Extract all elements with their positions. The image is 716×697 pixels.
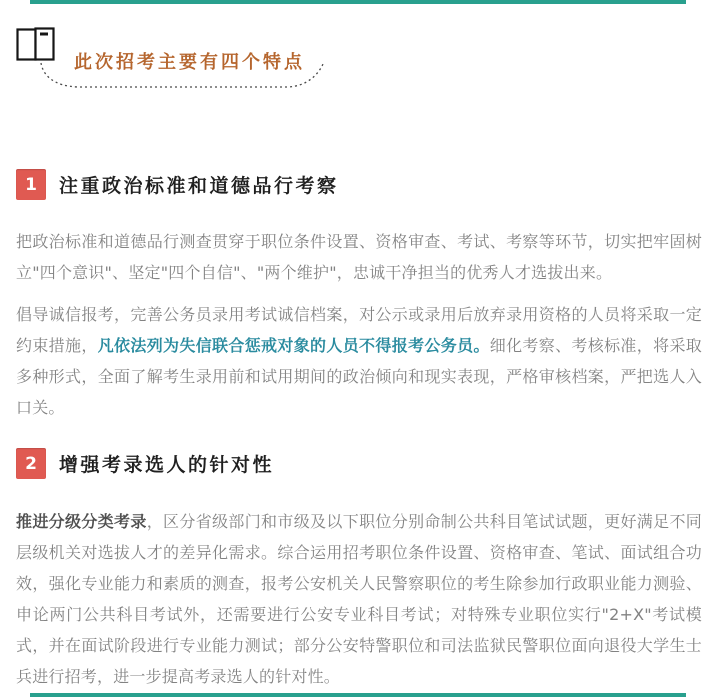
text-run: 把政治标准和道德品行测查贯穿于职位条件设置、资格审查、考试、考察等环节，切实把牢固树立"四个意识"、坚定"四个自信"、"两个维护"，忠诚干净担当的优秀人才选拔出来。 [16, 232, 702, 282]
section-2-paragraph-1 [16, 506, 702, 692]
top-border-line [30, 0, 686, 4]
section-2-heading: 增强考录选人的针对性 [59, 454, 275, 476]
highlighted-text-run: 凡依法列为失信联合惩戒对象的人员不得报考公务员。 [97, 336, 490, 355]
section-1-heading: 注重政治标准和道德品行考察 [59, 175, 339, 197]
section-1-paragraph-2 [16, 299, 702, 423]
title-underline-curve [36, 60, 336, 98]
section-1-number-badge: 1 [16, 169, 46, 200]
section-1-header [16, 169, 339, 200]
section-2-header [16, 448, 274, 479]
text-run: 倡导诚信报考，完善公务员录用考试诚信档案，对公示或录用后放弃录用资格的人员将采取一定约束措施， [16, 305, 702, 355]
text-run: ，区分省级部门和市级及以下职位分别命制公共科目笔试试题，更好满足不同层级机关对选拔人才的差异化需求。综合运用招考职位条件设置、资格审查、笔试、面试组合功效，强化专业能力和素质的测查，报考公安机关人民警察职位的考生除参加行政职业能力测验、申论两门公共科目考试外，还需要进行公安专业科目考试；对特殊专业职位实行"2+X"考试模式，并在面试阶段进行专业能力测试；部分公安特警职位和司法监狱民警职位面向退役大学生士兵进行招考，进一步提高考录选人的针对性。 [16, 512, 702, 686]
section-1-paragraph-1 [16, 226, 702, 288]
text-run: 细化考察、考核标准，将采取多种形式，全面了解考生录用前和试用期间的政治倾向和现实表现，严格审核档案，严把选人入口关。 [16, 336, 702, 417]
section-2-number-badge: 2 [16, 448, 46, 479]
emphasized-text-run: 推进分级分类考录 [16, 512, 147, 531]
page-title: 此次招考主要有四个特点 [74, 52, 305, 73]
bottom-border-line [30, 693, 686, 697]
